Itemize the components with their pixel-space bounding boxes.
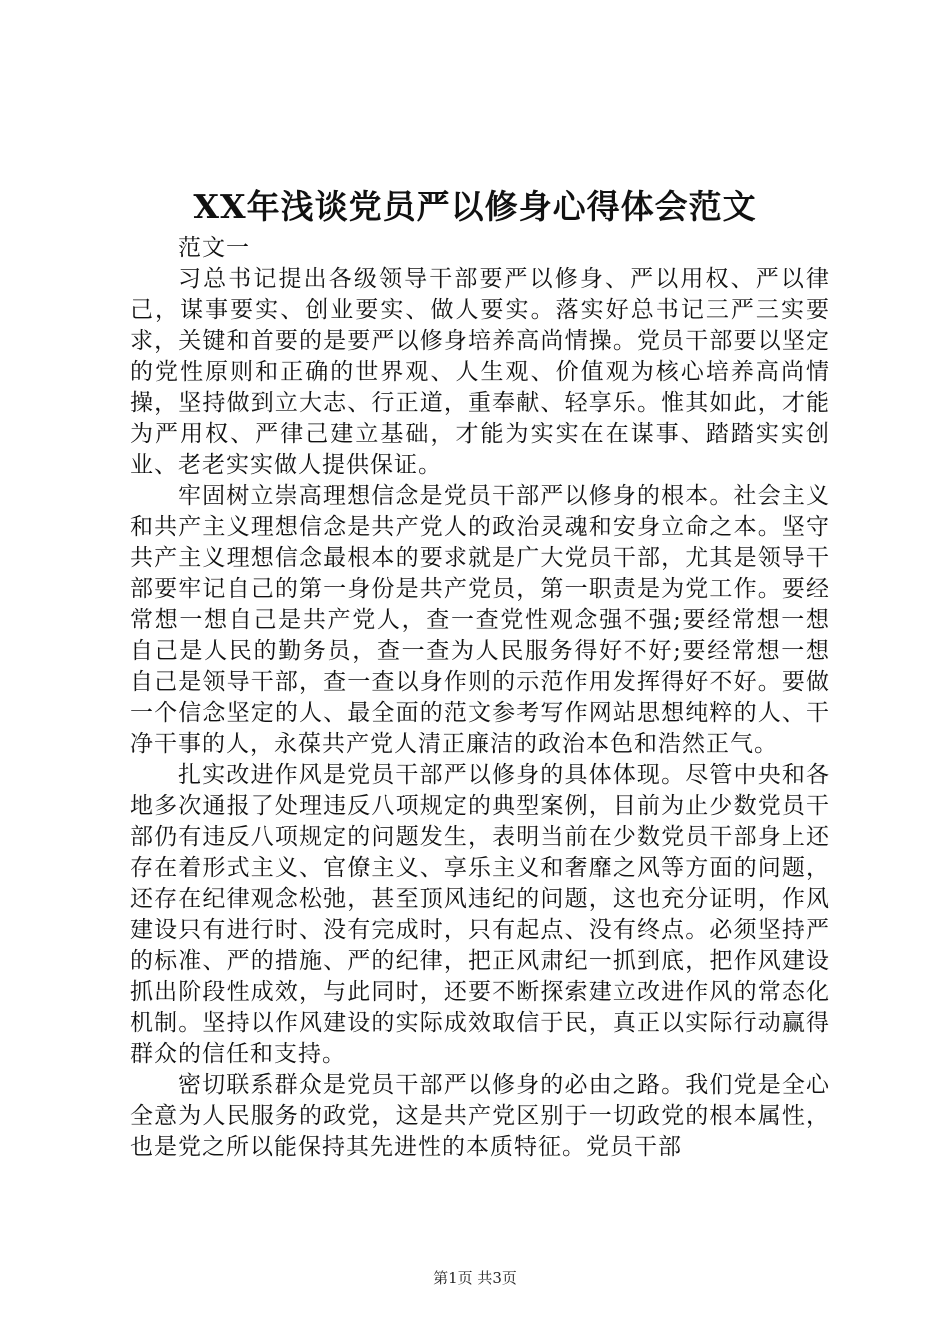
paragraph-heading: 范文一	[178, 235, 250, 261]
paragraph: 密切联系群众是党员干部严以修身的必由之路。我们党是全心全意为人民服务的政党，这是共产党区别于一切政党的根本属性，也是党之所以能保持其先进性的本质特征。党员干部	[130, 1072, 830, 1160]
page-footer: 第1页 共3页	[433, 1269, 517, 1287]
paragraph: 牢固树立崇高理想信念是党员干部严以修身的根本。社会主义和共产主义理想信念是共产党人的政治灵魂和安身立命之本。坚守共产主义理想信念最根本的要求就是广大党员干部，尤其是领导干部要牢记自己的第一身份是共产党员，第一职责是为党工作。要经常想一想自己是共产党人，查一查党性观念强不强;要经常想一想自己是人民的勤务员，查一查为人民服务得好不好;要经常想一想自己是领导干部，查一查以身作则的示范作用发挥得好不好。要做一个信念坚定的人、最全面的范文参考写作网站思想纯粹的人、干净干事的人，永葆共产党人清正廉洁的政治本色和浩然正气。	[130, 483, 830, 757]
paragraph: 习总书记提出各级领导干部要严以修身、严以用权、严以律己，谋事要实、创业要实、做人要实。落实好总书记三严三实要求，关键和首要的是要严以修身培养高尚情操。党员干部要以坚定的党性原则和正确的世界观、人生观、价值观为核心培养高尚情操，坚持做到立大志、行正道，重奉献、轻享乐。惟其如此，才能为严用权、严律己建立基础，才能为实实在在谋事、踏踏实实创业、老老实实做人提供保证。	[130, 266, 830, 478]
document-title: XX年浅谈党员严以修身心得体会范文	[193, 187, 757, 226]
document-body	[130, 233, 830, 1163]
paragraph: 扎实改进作风是党员干部严以修身的具体体现。尽管中央和各地多次通报了处理违反八项规定的典型案例，目前为止少数党员干部仍有违反八项规定的问题发生，表明当前在少数党员干部身上还存在着形式主义、官僚主义、享乐主义和奢靡之风等方面的问题，还存在纪律观念松弛，甚至顶风违纪的问题，这也充分证明，作风建设只有进行时、没有完成时，只有起点、没有终点。必须坚持严的标准、严的措施、严的纪律，把正风肃纪一抓到底，把作风建设抓出阶段性成效，与此同时，还要不断探索建立改进作风的常态化机制。坚持以作风建设的实际成效取信于民，真正以实际行动赢得群众的信任和支持。	[130, 762, 830, 1067]
